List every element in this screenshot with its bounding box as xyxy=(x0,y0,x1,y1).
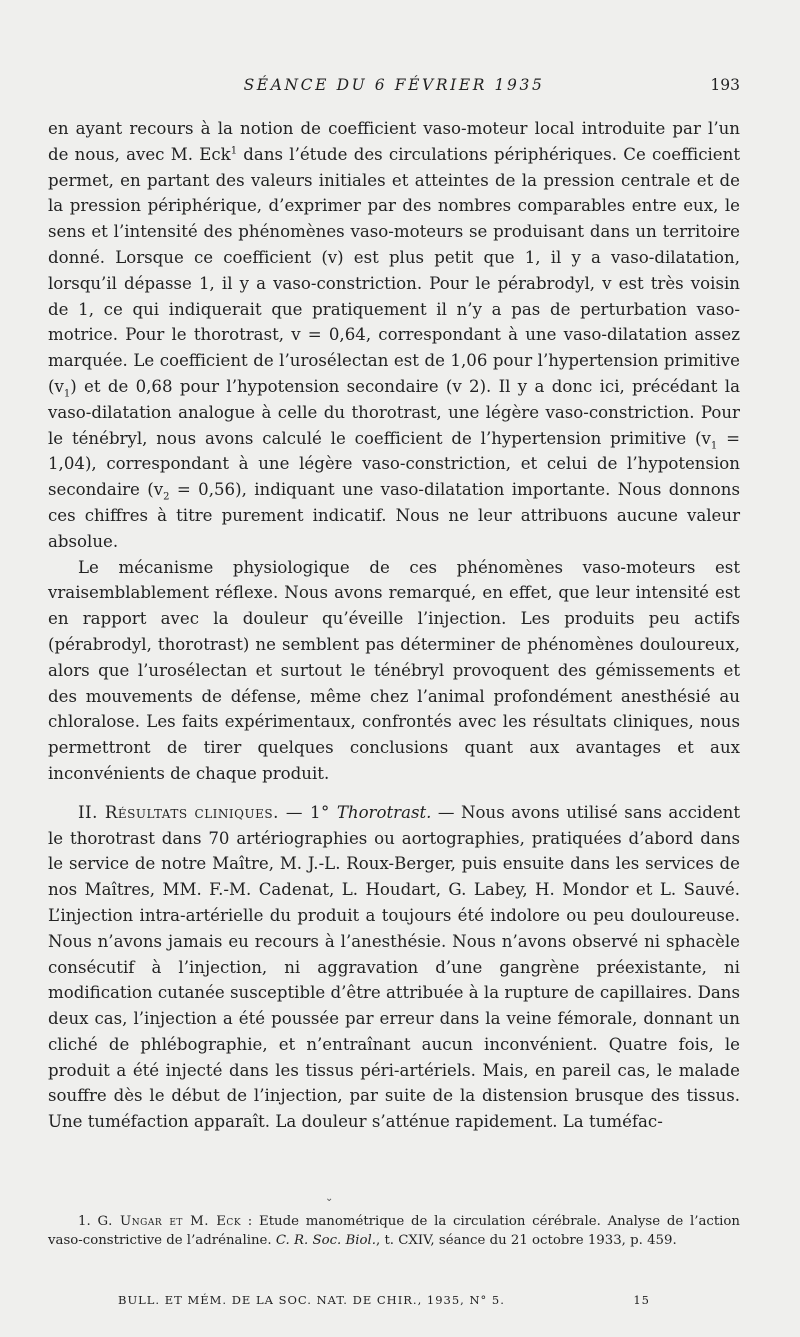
footnote-number: 1. xyxy=(78,1214,91,1229)
page-header xyxy=(48,74,740,96)
running-title: SÉANCE DU 6 FÉVRIER 1935 xyxy=(243,76,545,94)
signature-mark: 15 xyxy=(633,1293,650,1307)
footnote-journal: C. R. Soc. Biol. xyxy=(275,1233,376,1248)
paragraph-mechanism: Le mécanisme physiologique de ces phénomènes vaso-moteurs est vraisemblablement réflexe. Nous avons remarqué, en effet, que leur intensité est en rapport avec la douleur qu’éveille l’injection. Les produits peu actifs (pérabrodyl, thorotrast) ne semblent pas déterminer de phénomènes douloureux, alors que l’urosélectan et surtout le ténébryl provoquent des gémissements et des mouvements de défense, même chez l’animal profondément anesthésié au chloralose. Les faits expérimentaux, confrontés avec les résultats cliniques, nous permettront de tirer quelques conclusions quant aux avantages et aux inconvénients de chaque produit. xyxy=(48,557,740,783)
footnote: 1. G. Ungar et M. Eck : Etude manométrique de la circulation cérébrale. Analyse de l’action vaso-constrictive de l’adrénaline. C. R. Soc. Biol., t. CXIV, séance du 21 octobre 1933, p. 459. xyxy=(48,1214,740,1248)
page-number: 193 xyxy=(710,76,740,94)
footnote-reference: 1 xyxy=(230,145,238,157)
paragraph-clinical-results: II. Résultats cliniques. — 1° Thorotrast. — Nous avons utilisé sans accident le thorotrast dans 70 artériographies ou aortographies, pratiquées d’abord dans le service de notre Maître, M. J.-L. Roux-Berger, puis ensuite dans les services de nos Maîtres, MM. F.-M. Cadenat, L. Houdart, G. Labey, H. Mondor et L. Sauvé. L’injection intra-artérielle du produit a toujours été indolore ou peu douloureuse. Nous n’avons jamais eu recours à l’anesthésie. Nous n’avons observé ni sphacèle consécutif à l’injection, ni aggravation d’une gangrène préexistante, ni modification cutanée susceptible d’être attribuée à la rupture de capillaires. Dans deux cas, l’injection a été poussée par erreur dans la veine fémorale, donnant un cliché de phlébographie, et n’entraînant aucun inconvénient. Quatre fois, le produit a été injecté dans les tissus péri-artériels. Mais, en pareil cas, le malade souffre dès le début de l’injection, par suite de la distension brusque des tissus. Une tuméfaction apparaît. La douleur s’atténue rapidement. La tuméfac- xyxy=(48,802,740,1132)
page-footer xyxy=(48,1290,740,1310)
section-subject: Thorotrast. xyxy=(336,802,432,822)
footnote-separator-mark: ⌄ xyxy=(325,1193,334,1204)
footer-journal: BULL. ET MÉM. DE LA SOC. NAT. DE CHIR., 1935, N° 5. xyxy=(118,1293,505,1307)
footnote-authors: G. Ungar et M. Eck xyxy=(97,1214,242,1229)
section-heading: II. Résultats cliniques. — 1° xyxy=(78,802,337,822)
main-text xyxy=(48,116,740,1135)
paragraph-coefficient: en ayant recours à la notion de coefficient vaso-moteur local introduite par l’un de nous, avec M. Eck$^1$ dans l’étude des circulations périphériques. Ce coefficient permet, en partant des valeurs initiales et atteintes de la pression centrale et de la pression périphérique, d’exprimer par des nombres comparables entre eux, le sens et l’intensité des phénomènes vaso-moteurs se produisant dans un territoire donné. Lorsque ce coefficient (v) est plus petit que 1, il y a vaso-dilatation, lorsqu’il dépasse 1, il y a vaso-constriction. Pour le pérabrodyl, v est très voisin de 1, ce qui indiquerait que pratiquement il n’y a pas de perturbation vaso-motrice. Pour le thorotrast, v = 0,64, correspondant à une vaso-dilatation assez marquée. Le coefficient de l’urosélectan est de 1,06 pour l’hypertension primitive $(v_1)$ et de 0,68 pour l’hypotension secondaire (v 2). Il y a donc ici, précédant la vaso-dilatation analogue à celle du thorotrast, une légère vaso-constriction. Pour le ténébryl, nous avons calculé le coefficient de l’hypertension primitive $(v_1 = 1,04)$, correspondant à une légère vaso-constriction, et celui de l’hypotension secondaire $(v_2 = 0,56)$, indiquant une vaso-dilatation importante. Nous donnons ces chiffres à titre purement indicatif. Nous ne leur attribuons aucune valeur absolue. xyxy=(48,119,741,551)
